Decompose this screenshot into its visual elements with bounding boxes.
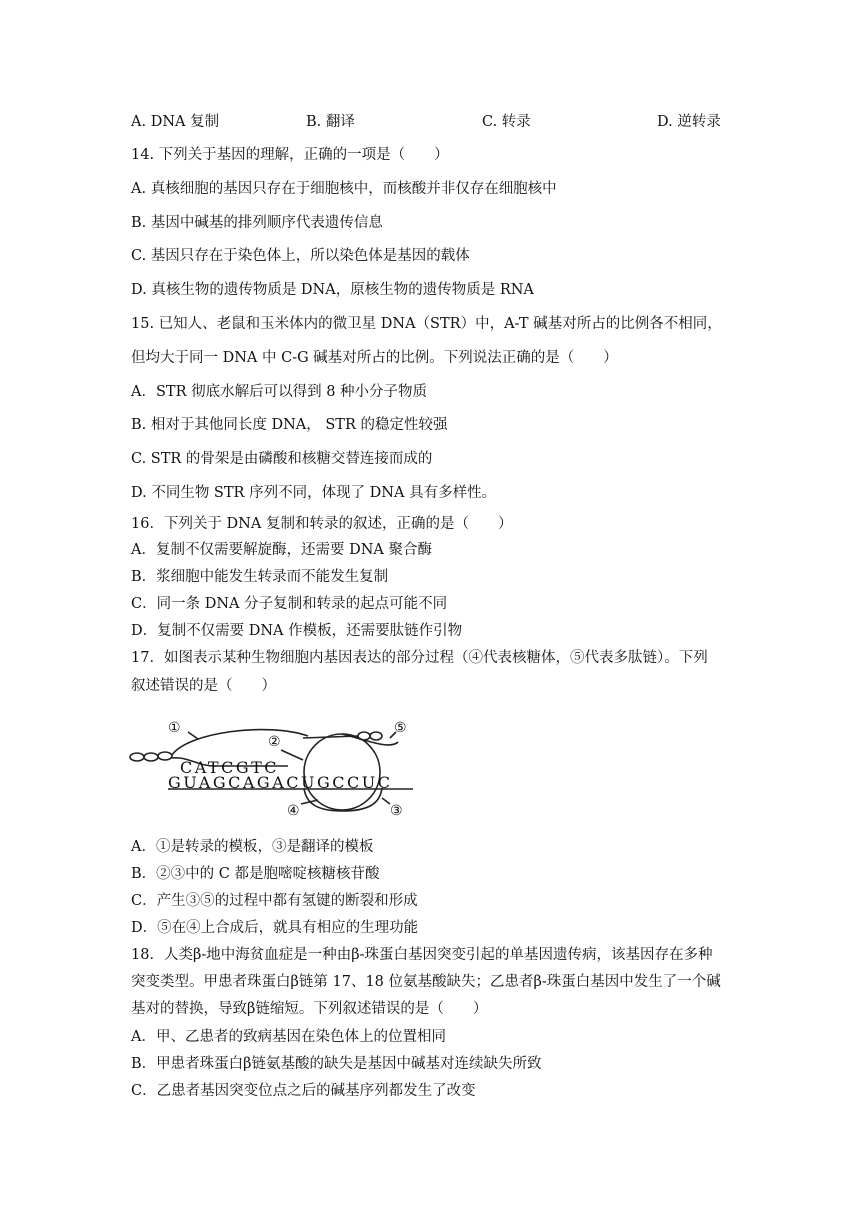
q18-option-c: C．乙患者基因突变位点之后的碱基序列都发生了改变 (131, 1083, 476, 1099)
marker-2: ② (268, 734, 281, 750)
q15-option-a: A．STR 彻底水解后可以得到 8 种小分子物质 (131, 384, 428, 400)
q15-option-d: D. 不同生物 STR 序列不同，体现了 DNA 具有多样性。 (131, 485, 497, 501)
q17-stem-line1: 17．如图表示某种生物细胞内基因表达的部分过程（④代表核糖体，⑤代表多肽链）。下列 (131, 650, 708, 666)
q14-option-d: D. 真核生物的遗传物质是 DNA，原核生物的遗传物质是 RNA (131, 282, 534, 298)
q17-option-b: B．②③中的 C 都是胞嘧啶核糖核苷酸 (131, 866, 380, 882)
q18-option-a: A．甲、乙患者的致病基因在染色体上的位置相同 (131, 1029, 446, 1045)
q18-stem-line3: 基对的替换，导致β链缩短。下列叙述错误的是（ ） (131, 1001, 488, 1017)
q17-option-a: A．①是转录的模板，③是翻译的模板 (131, 839, 374, 855)
q15-option-c: C. STR 的骨架是由磷酸和核糖交替连接而成的 (131, 451, 433, 467)
q13-option-b: B. 翻译 (306, 114, 355, 130)
q16-stem: 16．下列关于 DNA 复制和转录的叙述，正确的是（ ） (131, 516, 513, 532)
q16-option-d: D．复制不仅需要 DNA 作模板，还需要肽链作引物 (131, 623, 463, 639)
q17-option-c: C．产生③⑤的过程中都有氢键的断裂和形成 (131, 893, 418, 909)
q13-option-a: A. DNA 复制 (131, 114, 220, 130)
q17-stem-line2: 叙述错误的是（ ） (131, 678, 276, 694)
marker-1: ① (168, 720, 181, 736)
marker-3: ③ (390, 803, 403, 819)
q16-option-c: C．同一条 DNA 分子复制和转录的起点可能不同 (131, 596, 448, 612)
marker-4: ④ (287, 803, 300, 819)
q18-stem-line2: 突变类型。甲患者珠蛋白β链第 17、18 位氨基酸缺失；乙患者β-珠蛋白基因中发生了一个碱 (131, 974, 721, 990)
q18-stem-line1: 18．人类β-地中海贫血症是一种由β-珠蛋白基因突变引起的单基因遗传病，该基因存在多种 (131, 947, 713, 963)
q15-stem-line1: 15. 已知人、老鼠和玉米体内的微卫星 DNA（STR）中，A-T 碱基对所占的比例各不相同， (131, 316, 722, 332)
gene-expression-diagram (128, 712, 418, 824)
q14-option-c: C. 基因只存在于染色体上，所以染色体是基因的载体 (131, 248, 470, 264)
q16-option-b: B．浆细胞中能发生转录而不能发生复制 (131, 569, 389, 585)
q14-stem: 14. 下列关于基因的理解，正确的一项是（ ） (131, 147, 449, 163)
q16-option-a: A．复制不仅需要解旋酶，还需要 DNA 聚合酶 (131, 542, 432, 558)
q14-option-a: A. 真核细胞的基因只存在于细胞核中，而核酸并非仅存在细胞核中 (131, 181, 557, 197)
marker-5: ⑤ (394, 720, 407, 736)
q17-option-d: D．⑤在④上合成后，就具有相应的生理功能 (131, 920, 419, 936)
q14-option-b: B. 基因中碱基的排列顺序代表遗传信息 (131, 215, 383, 231)
q18-option-b: B．甲患者珠蛋白β链氨基酸的缺失是基因中碱基对连续缺失所致 (131, 1056, 542, 1072)
q13-option-c: C. 转录 (482, 114, 531, 130)
q13-option-d: D. 逆转录 (657, 114, 721, 130)
mrna-sequence: GUAGCAGACUGCCUC (168, 773, 393, 792)
dna-template-sequence: CATCGTC (180, 758, 280, 777)
q15-option-b: B. 相对于其他同长度 DNA， STR 的稳定性较强 (131, 417, 448, 433)
q15-stem-line2: 但均大于同一 DNA 中 C-G 碱基对所占的比例。下列说法正确的是（ ） (131, 350, 618, 366)
